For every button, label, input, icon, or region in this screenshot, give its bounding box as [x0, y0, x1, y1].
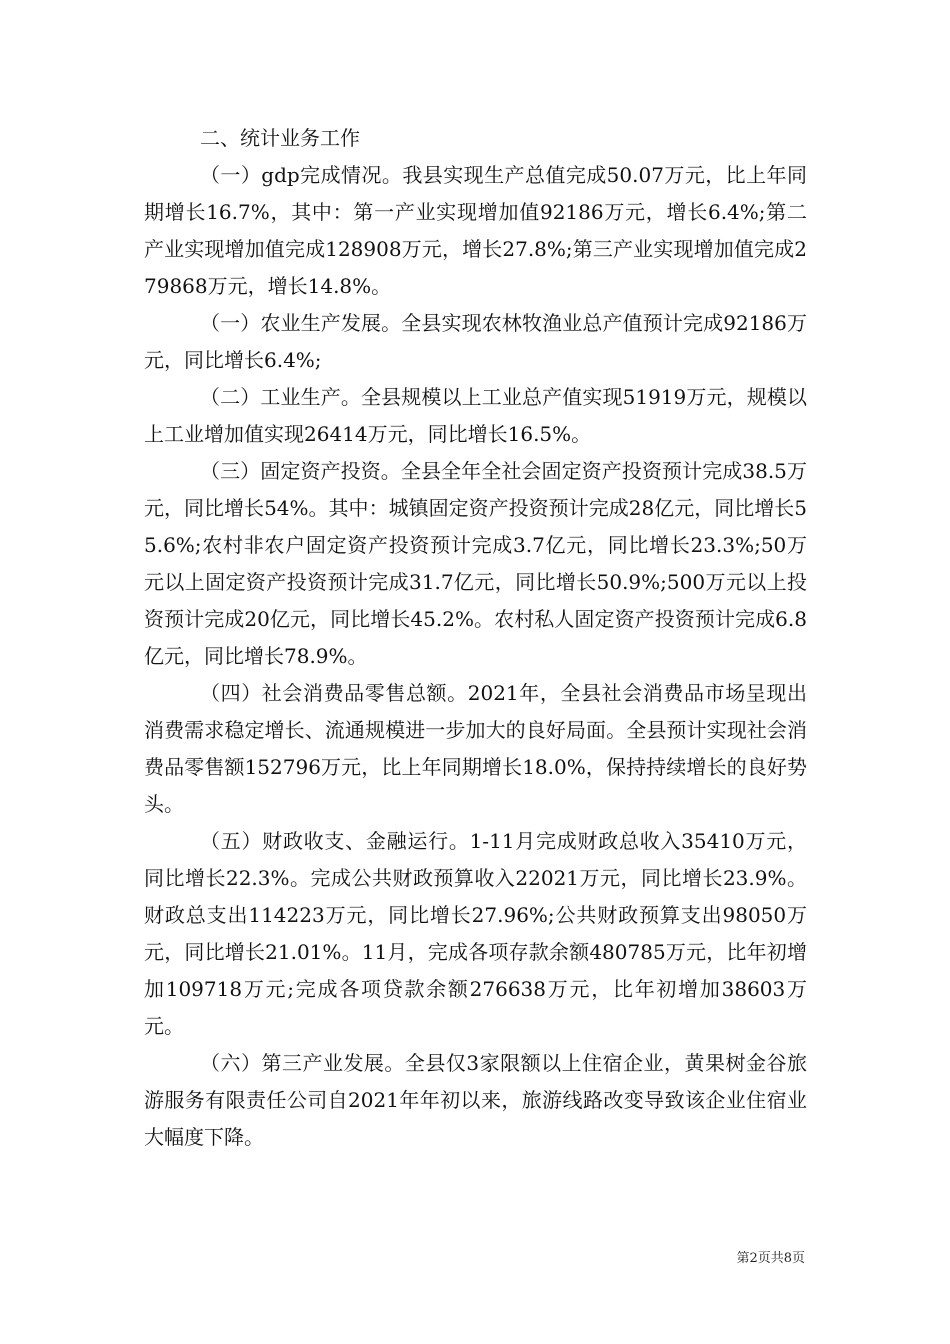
page-number: 第2页共8页 — [736, 1251, 805, 1266]
paragraph-tertiary-industry: （六）第三产业发展。全县仅3家限额以上住宿企业，黄果树金谷旅游服务有限责任公司自2021年年初以来，旅游线路改变导致该企业住宿业大幅度下降。 — [144, 1051, 807, 1149]
paragraph-retail-sales: （四）社会消费品零售总额。2021年，全县社会消费品市场呈现出消费需求稳定增长、流通规模进一步加大的良好局面。全县预计实现社会消费品零售额152796万元，比上年同期增长18.0%，保持持续增长的良好势头。 — [144, 681, 807, 816]
section-heading: 二、统计业务工作 — [200, 126, 360, 150]
paragraph-fixed-investment: （三）固定资产投资。全县全年全社会固定资产投资预计完成38.5万元，同比增长54%。其中：城镇固定资产投资预计完成28亿元，同比增长55.6%;农村非农户固定资产投资预计完成3.7亿元，同比增长23.3%;50万元以上固定资产投资预计完成31.7亿元，同比增长50.9%;500万元以上投资预计完成20亿元，同比增长45.2%。农村私人固定资产投资预计完成6.8亿元，同比增长78.9%。 — [144, 459, 807, 668]
paragraph-gdp: （一）gdp完成情况。我县实现生产总值完成50.07万元，比上年同期增长16.7%，其中：第一产业实现增加值92186万元，增长6.4%;第二产业实现增加值完成128908万元，增长27.8%;第三产业实现增加值完成279868万元，增长14.8%。 — [144, 163, 807, 298]
paragraph-finance: （五）财政收支、金融运行。1-11月完成财政总收入35410万元，同比增长22.3%。完成公共财政预算收入22021万元，同比增长23.9%。财政总支出114223万元，同比增长27.96%;公共财政预算支出98050万元，同比增长21.01%。11月，完成各项存款余额480785万元，比年初增加109718万元;完成各项贷款余额276638万元，比年初增加38603万元。 — [144, 829, 807, 1038]
paragraph-industry: （二）工业生产。全县规模以上工业总产值实现51919万元，规模以上工业增加值实现26414万元，同比增长16.5%。 — [144, 385, 807, 446]
document-body — [144, 120, 807, 1156]
paragraph-agriculture: （一）农业生产发展。全县实现农林牧渔业总产值预计完成92186万元，同比增长6.4%; — [144, 311, 807, 372]
